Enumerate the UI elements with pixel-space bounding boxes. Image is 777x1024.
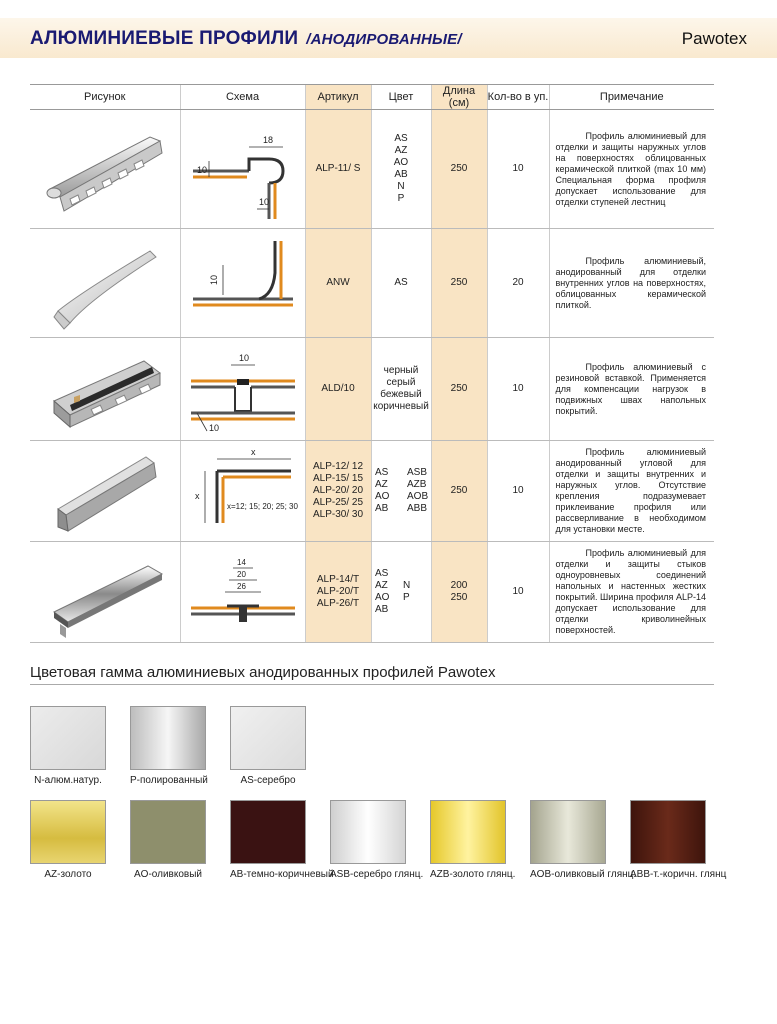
length-value: 250 (450, 592, 468, 603)
note-cell (549, 542, 714, 643)
length-cell: 250 (431, 229, 487, 338)
product-table (30, 84, 714, 643)
dim-label: 10 (208, 274, 219, 285)
dim-label: 10 (238, 353, 249, 363)
color-code: ASB (407, 467, 428, 478)
profile-scheme-anw (180, 229, 305, 338)
qty-cell: 10 (487, 110, 549, 229)
swatch-item (430, 800, 516, 880)
article-code: ALP-20/T (316, 586, 360, 597)
length-cell (431, 542, 487, 643)
color-code: P (403, 592, 410, 603)
table-header-row (30, 85, 714, 110)
note-text: Профиль алюминиевый, анодированный для отделки внутренних углов на поверхностях, облицованных керамической плиткой. (555, 255, 706, 310)
article-cell (305, 542, 371, 643)
article-cell: ALP-11/ S (305, 110, 371, 229)
color-cell (371, 338, 431, 441)
color-cell (371, 110, 431, 229)
color-code: AO (375, 592, 390, 603)
col-header-color: Цвет (371, 85, 431, 110)
color-code: AB (375, 503, 389, 514)
length-cell: 250 (431, 110, 487, 229)
color-code: AS (394, 277, 408, 288)
color-swatch (630, 800, 706, 864)
length-cell: 250 (431, 441, 487, 542)
color-swatch (330, 800, 406, 864)
table-row (30, 229, 714, 338)
product-image-anw (30, 229, 180, 338)
color-code: AO (375, 491, 390, 502)
swatch-label: P-полированный (130, 775, 208, 786)
article-code: ALP-30/ 30 (312, 509, 364, 520)
note-cell (549, 338, 714, 441)
article-code: ALP-20/ 20 (312, 485, 364, 496)
color-swatch (530, 800, 606, 864)
swatch-item (30, 706, 106, 786)
length-cell: 250 (431, 338, 487, 441)
swatch-label: AZB-золото глянц. (430, 869, 516, 880)
col-header-length: Длина (см) (431, 85, 487, 110)
swatch-item (130, 706, 206, 786)
length-value: 200 (450, 580, 468, 591)
swatch-label: AB-темно-коричневый (230, 869, 334, 880)
color-swatch (30, 800, 106, 864)
article-cell: ALD/10 (305, 338, 371, 441)
color-code: AZB (407, 479, 427, 490)
color-code: AB (375, 604, 389, 615)
color-grid (375, 568, 427, 616)
swatch-item (330, 800, 424, 880)
dim-label: 10 (196, 165, 207, 175)
profile-scheme-ald10 (180, 338, 305, 441)
col-header-qty: Кол-во в уп. (487, 85, 549, 110)
dim-label: 10 (258, 197, 269, 207)
page-title (30, 28, 462, 50)
color-swatch (130, 706, 206, 770)
swatch-item (230, 800, 334, 880)
col-header-note: Примечание (549, 85, 714, 110)
note-cell (549, 110, 714, 229)
swatch-item (530, 800, 637, 880)
color-code: P (397, 193, 405, 204)
note-text: Профиль алюминиевый с резиновой вставкой. Применяется для компенсации нагрузок в подвижных швах напольных покрытий. (555, 361, 706, 416)
color-grid (375, 467, 427, 515)
profile-scheme-alp-angle (180, 441, 305, 542)
article-code: ALP-25/ 25 (312, 497, 364, 508)
article-cell: ANW (305, 229, 371, 338)
color-code: AB (394, 169, 408, 180)
title-text: АЛЮМИНИЕВЫЕ ПРОФИЛИ (30, 28, 299, 49)
color-name: бежевый (380, 389, 422, 400)
brand-name: Pawotex (681, 29, 747, 48)
color-code: AOB (407, 491, 429, 502)
note-text: Профиль алюминиевый анодированный угловой для отделки и защиты внутренних и наружных углов. Отсутствие крепления подразумевает приклеивание профиля или рассверливание в необходимом для установки месте. (555, 447, 706, 534)
color-code: N (397, 181, 405, 192)
page-subtitle: /АНОДИРОВАННЫЕ/ (306, 31, 462, 48)
table-row (30, 110, 714, 229)
color-swatch (130, 800, 206, 864)
header-banner (0, 18, 777, 58)
table-row (30, 542, 714, 643)
qty-cell: 10 (487, 338, 549, 441)
color-code: AS (394, 133, 408, 144)
profile-scheme-alp-t (180, 542, 305, 643)
article-code: ALP-26/T (316, 598, 360, 609)
article-code: ALP-14/T (316, 574, 360, 585)
swatch-label: AS-серебро (240, 775, 296, 786)
product-image-alp11 (30, 110, 180, 229)
color-swatch (30, 706, 106, 770)
note-cell (549, 441, 714, 542)
swatch-item (130, 800, 206, 880)
product-image-ald10 (30, 338, 180, 441)
color-code: N (403, 580, 411, 591)
color-cell (371, 542, 431, 643)
product-image-alp-angle (30, 441, 180, 542)
swatch-item (30, 800, 106, 880)
swatch-label: ABB-т.-коричн. глянц (630, 869, 727, 880)
color-code (403, 604, 427, 616)
qty-cell: 20 (487, 229, 549, 338)
color-swatch (430, 800, 506, 864)
color-code: AZ (375, 580, 388, 591)
color-name: черный (383, 365, 419, 376)
note-cell (549, 229, 714, 338)
swatch-label: AO-оливковый (134, 869, 202, 880)
note-text: Профиль алюминиевый для отделки и защиты наружных углов на поверхностях облицованных керамической плиткой (max 10 мм) Специальная форма профиля допускает использование для отделки ступеней лестниц (555, 130, 706, 207)
palette-divider (30, 684, 714, 685)
dim-label: x (250, 447, 255, 457)
col-header-article: Артикул (305, 85, 371, 110)
color-code: ABB (407, 503, 428, 514)
color-cell (371, 441, 431, 542)
qty-cell: 10 (487, 542, 549, 643)
color-swatch (230, 706, 306, 770)
dim-label: 20 (236, 570, 246, 579)
article-cell (305, 441, 371, 542)
color-cell (371, 229, 431, 338)
article-code: ALP-15/ 15 (312, 473, 364, 484)
palette-title: Цветовая гамма алюминиевых анодированных профилей Pawotex (30, 664, 496, 681)
color-name: серый (386, 377, 416, 388)
dim-label: 10 (208, 423, 219, 433)
swatch-label: AOB-оливковый глянц. (530, 869, 637, 880)
dim-label: 26 (236, 582, 246, 591)
color-name: коричневый (373, 401, 429, 412)
swatch-item (630, 800, 727, 880)
note-text: Профиль алюминиевый для отделки и защиты стыков одноуровневых соединений напольных и настенных жестких покрытий. Ширина профиля ALP-14 допускает использование для отделки криволинейных поверхностей. (555, 548, 706, 635)
color-code: AO (393, 157, 409, 168)
product-image-alp-t (30, 542, 180, 643)
col-header-scheme: Схема (180, 85, 305, 110)
color-code (403, 568, 427, 580)
color-code: AS (375, 568, 389, 579)
swatch-label: N-алюм.натур. (34, 775, 102, 786)
dim-label: 18 (262, 135, 273, 145)
color-code: AS (375, 467, 389, 478)
dim-label: x (194, 491, 199, 501)
swatch-label: AZ-золото (44, 869, 92, 880)
qty-cell: 10 (487, 441, 549, 542)
dim-label: x=12; 15; 20; 25; 30 (226, 502, 298, 511)
color-code: AZ (394, 145, 408, 156)
color-swatch (230, 800, 306, 864)
table-row (30, 338, 714, 441)
color-code: AZ (375, 479, 388, 490)
profile-scheme-alp11 (180, 110, 305, 229)
article-code: ALP-12/ 12 (312, 461, 364, 472)
col-header-picture: Рисунок (30, 85, 180, 110)
swatch-item (230, 706, 306, 786)
swatch-label: ASB-серебро глянц. (330, 869, 424, 880)
table-row (30, 441, 714, 542)
dim-label: 14 (236, 558, 246, 567)
